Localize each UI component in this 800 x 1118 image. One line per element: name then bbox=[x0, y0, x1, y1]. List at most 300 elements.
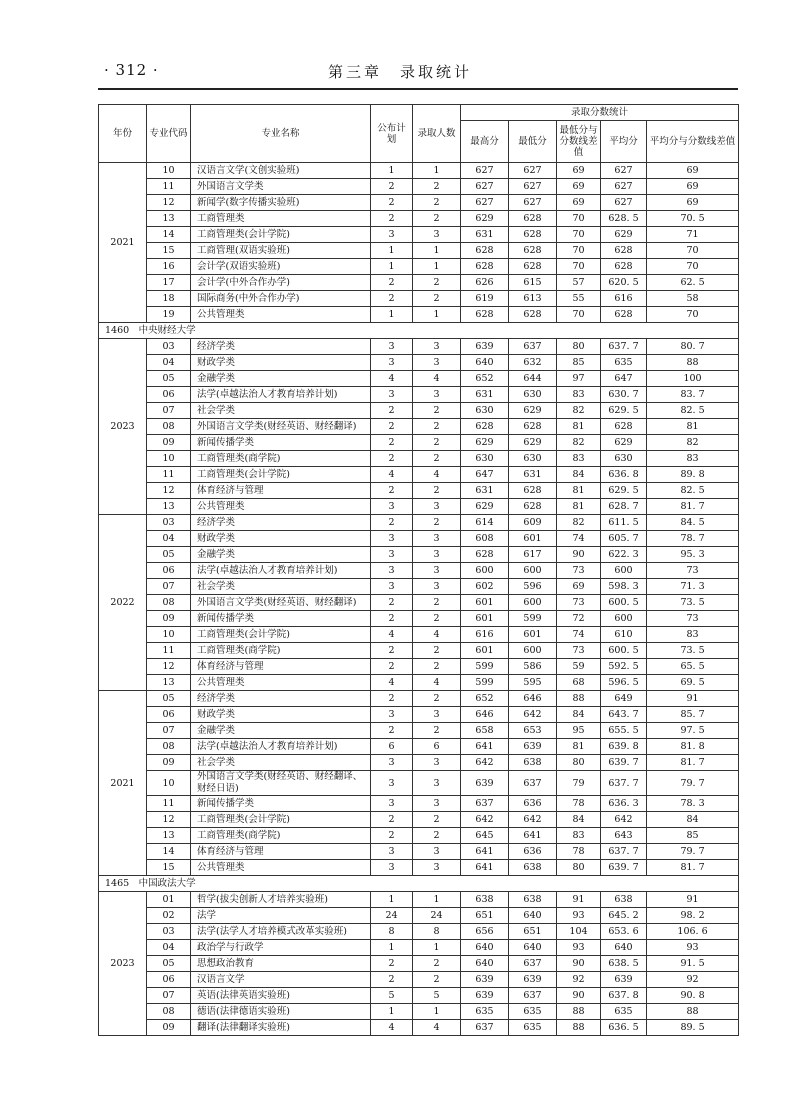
admit-cell: 3 bbox=[413, 796, 461, 812]
admit-cell: 8 bbox=[413, 924, 461, 940]
avg-diff-cell: 78. 3 bbox=[647, 796, 739, 812]
plan-cell: 1 bbox=[371, 307, 413, 323]
min-diff-cell: 55 bbox=[557, 291, 601, 307]
name-cell: 金融学类 bbox=[191, 723, 371, 739]
avg-cell: 653. 6 bbox=[601, 924, 647, 940]
admit-cell: 3 bbox=[413, 563, 461, 579]
plan-cell: 3 bbox=[371, 796, 413, 812]
max-cell: 642 bbox=[461, 812, 509, 828]
table-row bbox=[99, 643, 739, 659]
code-cell: 10 bbox=[147, 771, 191, 796]
code-cell: 10 bbox=[147, 163, 191, 179]
min-diff-cell: 81 bbox=[557, 739, 601, 755]
avg-diff-cell: 82 bbox=[647, 435, 739, 451]
code-cell: 03 bbox=[147, 924, 191, 940]
name-cell: 外国语言文学类(财经英语、财经翻译) bbox=[191, 419, 371, 435]
code-cell: 14 bbox=[147, 844, 191, 860]
admit-cell: 4 bbox=[413, 1020, 461, 1036]
avg-cell: 611. 5 bbox=[601, 515, 647, 531]
plan-cell: 2 bbox=[371, 691, 413, 707]
avg-diff-cell: 69 bbox=[647, 195, 739, 211]
table-row bbox=[99, 908, 739, 924]
min-diff-cell: 84 bbox=[557, 812, 601, 828]
avg-diff-cell: 89. 5 bbox=[647, 1020, 739, 1036]
code-cell: 09 bbox=[147, 435, 191, 451]
min-cell: 615 bbox=[509, 275, 557, 291]
avg-diff-cell: 88 bbox=[647, 1004, 739, 1020]
admit-cell: 2 bbox=[413, 956, 461, 972]
avg-diff-cell: 95. 3 bbox=[647, 547, 739, 563]
avg-diff-cell: 79. 7 bbox=[647, 771, 739, 796]
admit-cell: 2 bbox=[413, 211, 461, 227]
plan-cell: 3 bbox=[371, 531, 413, 547]
table-row bbox=[99, 707, 739, 723]
plan-cell: 2 bbox=[371, 595, 413, 611]
plan-cell: 2 bbox=[371, 483, 413, 499]
avg-diff-cell: 82. 5 bbox=[647, 403, 739, 419]
code-cell: 11 bbox=[147, 179, 191, 195]
name-cell: 外国语言文学类 bbox=[191, 179, 371, 195]
plan-cell: 1 bbox=[371, 163, 413, 179]
plan-cell: 2 bbox=[371, 723, 413, 739]
max-cell: 637 bbox=[461, 1020, 509, 1036]
max-cell: 639 bbox=[461, 339, 509, 355]
plan-cell: 2 bbox=[371, 179, 413, 195]
min-cell: 629 bbox=[509, 403, 557, 419]
col-code: 专业代码 bbox=[147, 105, 191, 163]
name-cell: 新闻传播学类 bbox=[191, 611, 371, 627]
avg-cell: 628 bbox=[601, 259, 647, 275]
table-row bbox=[99, 812, 739, 828]
min-cell: 641 bbox=[509, 828, 557, 844]
max-cell: 639 bbox=[461, 988, 509, 1004]
table-row bbox=[99, 844, 739, 860]
avg-cell: 610 bbox=[601, 627, 647, 643]
admit-cell: 2 bbox=[413, 403, 461, 419]
admission-table bbox=[98, 104, 739, 1036]
admit-cell: 2 bbox=[413, 812, 461, 828]
plan-cell: 1 bbox=[371, 243, 413, 259]
name-cell: 法学(卓越法治人才教育培养计划) bbox=[191, 387, 371, 403]
avg-cell: 642 bbox=[601, 812, 647, 828]
min-cell: 630 bbox=[509, 451, 557, 467]
code-cell: 12 bbox=[147, 195, 191, 211]
plan-cell: 1 bbox=[371, 1004, 413, 1020]
table-row bbox=[99, 1004, 739, 1020]
admit-cell: 4 bbox=[413, 371, 461, 387]
col-year: 年份 bbox=[99, 105, 147, 163]
name-cell: 工商管理类(会计学院) bbox=[191, 227, 371, 243]
avg-cell: 630 bbox=[601, 451, 647, 467]
min-diff-cell: 84 bbox=[557, 467, 601, 483]
table-body bbox=[99, 163, 739, 1036]
admit-cell: 3 bbox=[413, 339, 461, 355]
plan-cell: 2 bbox=[371, 956, 413, 972]
avg-diff-cell: 70 bbox=[647, 307, 739, 323]
name-cell: 社会学类 bbox=[191, 755, 371, 771]
admit-cell: 5 bbox=[413, 988, 461, 1004]
table-row bbox=[99, 771, 739, 796]
plan-cell: 6 bbox=[371, 739, 413, 755]
avg-cell: 636. 3 bbox=[601, 796, 647, 812]
table-row bbox=[99, 860, 739, 876]
admit-cell: 2 bbox=[413, 972, 461, 988]
min-cell: 640 bbox=[509, 908, 557, 924]
school-label: 1460 中央财经大学 bbox=[99, 323, 739, 339]
col-max: 最高分 bbox=[461, 121, 509, 163]
avg-diff-cell: 73 bbox=[647, 563, 739, 579]
avg-diff-cell: 82. 5 bbox=[647, 483, 739, 499]
col-plan: 公布计划 bbox=[371, 105, 413, 163]
admit-cell: 2 bbox=[413, 179, 461, 195]
avg-cell: 647 bbox=[601, 371, 647, 387]
min-cell: 627 bbox=[509, 179, 557, 195]
max-cell: 628 bbox=[461, 307, 509, 323]
avg-diff-cell: 80. 7 bbox=[647, 339, 739, 355]
max-cell: 641 bbox=[461, 844, 509, 860]
year-cell: 2023 bbox=[99, 339, 147, 515]
year-cell: 2021 bbox=[99, 691, 147, 876]
max-cell: 628 bbox=[461, 419, 509, 435]
plan-cell: 3 bbox=[371, 579, 413, 595]
max-cell: 627 bbox=[461, 195, 509, 211]
avg-cell: 592. 5 bbox=[601, 659, 647, 675]
min-diff-cell: 73 bbox=[557, 563, 601, 579]
max-cell: 601 bbox=[461, 611, 509, 627]
table-row bbox=[99, 739, 739, 755]
min-cell: 617 bbox=[509, 547, 557, 563]
name-cell: 财政学类 bbox=[191, 531, 371, 547]
plan-cell: 3 bbox=[371, 227, 413, 243]
plan-cell: 3 bbox=[371, 860, 413, 876]
min-diff-cell: 69 bbox=[557, 195, 601, 211]
code-cell: 01 bbox=[147, 892, 191, 908]
admit-cell: 2 bbox=[413, 291, 461, 307]
max-cell: 645 bbox=[461, 828, 509, 844]
avg-diff-cell: 93 bbox=[647, 940, 739, 956]
name-cell: 新闻学(数字传播实验班) bbox=[191, 195, 371, 211]
min-diff-cell: 90 bbox=[557, 547, 601, 563]
max-cell: 640 bbox=[461, 940, 509, 956]
admit-cell: 3 bbox=[413, 387, 461, 403]
avg-diff-cell: 100 bbox=[647, 371, 739, 387]
code-cell: 06 bbox=[147, 707, 191, 723]
min-cell: 637 bbox=[509, 339, 557, 355]
col-min-diff: 最低分与分数线差值 bbox=[557, 121, 601, 163]
min-cell: 630 bbox=[509, 387, 557, 403]
max-cell: 601 bbox=[461, 595, 509, 611]
table-row bbox=[99, 387, 739, 403]
min-diff-cell: 59 bbox=[557, 659, 601, 675]
admit-cell: 2 bbox=[413, 691, 461, 707]
name-cell: 外国语言文学类(财经英语、财经翻译、财经日语) bbox=[191, 771, 371, 796]
max-cell: 616 bbox=[461, 627, 509, 643]
page-number: · 312 · bbox=[104, 61, 159, 79]
plan-cell: 3 bbox=[371, 707, 413, 723]
table-row bbox=[99, 828, 739, 844]
avg-diff-cell: 81. 7 bbox=[647, 499, 739, 515]
min-cell: 628 bbox=[509, 419, 557, 435]
table-row bbox=[99, 451, 739, 467]
admit-cell: 3 bbox=[413, 547, 461, 563]
table-row bbox=[99, 1020, 739, 1036]
avg-cell: 637. 7 bbox=[601, 844, 647, 860]
plan-cell: 4 bbox=[371, 467, 413, 483]
chapter-title: 第三章 录取统计 bbox=[327, 63, 472, 81]
admit-cell: 4 bbox=[413, 675, 461, 691]
admit-cell: 2 bbox=[413, 659, 461, 675]
code-cell: 15 bbox=[147, 243, 191, 259]
avg-cell: 628 bbox=[601, 307, 647, 323]
name-cell: 会计学(中外合作办学) bbox=[191, 275, 371, 291]
avg-cell: 620. 5 bbox=[601, 275, 647, 291]
min-diff-cell: 88 bbox=[557, 691, 601, 707]
code-cell: 13 bbox=[147, 211, 191, 227]
avg-cell: 627 bbox=[601, 179, 647, 195]
plan-cell: 2 bbox=[371, 643, 413, 659]
avg-diff-cell: 69. 5 bbox=[647, 675, 739, 691]
min-diff-cell: 93 bbox=[557, 940, 601, 956]
min-cell: 640 bbox=[509, 940, 557, 956]
min-diff-cell: 92 bbox=[557, 972, 601, 988]
name-cell: 财政学类 bbox=[191, 707, 371, 723]
code-cell: 12 bbox=[147, 659, 191, 675]
max-cell: 638 bbox=[461, 892, 509, 908]
max-cell: 640 bbox=[461, 956, 509, 972]
code-cell: 13 bbox=[147, 828, 191, 844]
name-cell: 体育经济与管理 bbox=[191, 483, 371, 499]
avg-cell: 628 bbox=[601, 243, 647, 259]
name-cell: 法学 bbox=[191, 908, 371, 924]
table-row bbox=[99, 339, 739, 355]
admit-cell: 2 bbox=[413, 195, 461, 211]
code-cell: 06 bbox=[147, 563, 191, 579]
max-cell: 639 bbox=[461, 771, 509, 796]
avg-diff-cell: 84. 5 bbox=[647, 515, 739, 531]
min-cell: 628 bbox=[509, 483, 557, 499]
min-cell: 595 bbox=[509, 675, 557, 691]
min-cell: 600 bbox=[509, 595, 557, 611]
name-cell: 法学(卓越法治人才教育培养计划) bbox=[191, 563, 371, 579]
table-row bbox=[99, 691, 739, 707]
code-cell: 15 bbox=[147, 860, 191, 876]
name-cell: 工商管理(双语实验班) bbox=[191, 243, 371, 259]
min-cell: 637 bbox=[509, 956, 557, 972]
avg-diff-cell: 92 bbox=[647, 972, 739, 988]
name-cell: 新闻传播学类 bbox=[191, 796, 371, 812]
avg-diff-cell: 62. 5 bbox=[647, 275, 739, 291]
code-cell: 02 bbox=[147, 908, 191, 924]
max-cell: 652 bbox=[461, 691, 509, 707]
max-cell: 628 bbox=[461, 243, 509, 259]
max-cell: 637 bbox=[461, 796, 509, 812]
name-cell: 法学(卓越法治人才教育培养计划) bbox=[191, 739, 371, 755]
table-row bbox=[99, 563, 739, 579]
min-diff-cell: 90 bbox=[557, 956, 601, 972]
admit-cell: 1 bbox=[413, 892, 461, 908]
table-row bbox=[99, 307, 739, 323]
min-diff-cell: 79 bbox=[557, 771, 601, 796]
avg-diff-cell: 91 bbox=[647, 691, 739, 707]
code-cell: 06 bbox=[147, 387, 191, 403]
avg-diff-cell: 84 bbox=[647, 812, 739, 828]
max-cell: 631 bbox=[461, 387, 509, 403]
name-cell: 汉语言文学 bbox=[191, 972, 371, 988]
max-cell: 641 bbox=[461, 739, 509, 755]
code-cell: 12 bbox=[147, 483, 191, 499]
plan-cell: 2 bbox=[371, 659, 413, 675]
admit-cell: 1 bbox=[413, 163, 461, 179]
min-diff-cell: 84 bbox=[557, 707, 601, 723]
code-cell: 04 bbox=[147, 940, 191, 956]
avg-cell: 628. 5 bbox=[601, 211, 647, 227]
plan-cell: 2 bbox=[371, 403, 413, 419]
min-diff-cell: 70 bbox=[557, 211, 601, 227]
plan-cell: 4 bbox=[371, 371, 413, 387]
code-cell: 09 bbox=[147, 611, 191, 627]
min-diff-cell: 74 bbox=[557, 531, 601, 547]
admit-cell: 1 bbox=[413, 307, 461, 323]
avg-diff-cell: 88 bbox=[647, 355, 739, 371]
table-row bbox=[99, 531, 739, 547]
min-diff-cell: 82 bbox=[557, 435, 601, 451]
plan-cell: 3 bbox=[371, 387, 413, 403]
avg-cell: 600 bbox=[601, 563, 647, 579]
avg-diff-cell: 90. 8 bbox=[647, 988, 739, 1004]
avg-cell: 627 bbox=[601, 163, 647, 179]
min-cell: 628 bbox=[509, 307, 557, 323]
max-cell: 642 bbox=[461, 755, 509, 771]
max-cell: 629 bbox=[461, 499, 509, 515]
avg-diff-cell: 81 bbox=[647, 419, 739, 435]
code-cell: 12 bbox=[147, 812, 191, 828]
code-cell: 13 bbox=[147, 499, 191, 515]
plan-cell: 4 bbox=[371, 1020, 413, 1036]
min-diff-cell: 97 bbox=[557, 371, 601, 387]
admit-cell: 3 bbox=[413, 499, 461, 515]
avg-cell: 605. 7 bbox=[601, 531, 647, 547]
name-cell: 公共管理类 bbox=[191, 307, 371, 323]
avg-cell: 635 bbox=[601, 355, 647, 371]
admit-cell: 3 bbox=[413, 227, 461, 243]
max-cell: 635 bbox=[461, 1004, 509, 1020]
plan-cell: 2 bbox=[371, 435, 413, 451]
table-row bbox=[99, 579, 739, 595]
avg-cell: 635 bbox=[601, 1004, 647, 1020]
avg-cell: 649 bbox=[601, 691, 647, 707]
plan-cell: 3 bbox=[371, 844, 413, 860]
table-row bbox=[99, 403, 739, 419]
avg-diff-cell: 70 bbox=[647, 259, 739, 275]
min-cell: 613 bbox=[509, 291, 557, 307]
admit-cell: 3 bbox=[413, 771, 461, 796]
plan-cell: 2 bbox=[371, 275, 413, 291]
max-cell: 629 bbox=[461, 211, 509, 227]
avg-diff-cell: 70 bbox=[647, 243, 739, 259]
name-cell: 金融学类 bbox=[191, 371, 371, 387]
name-cell: 新闻传播学类 bbox=[191, 435, 371, 451]
plan-cell: 4 bbox=[371, 627, 413, 643]
code-cell: 13 bbox=[147, 675, 191, 691]
table-header bbox=[99, 105, 739, 163]
avg-cell: 645. 2 bbox=[601, 908, 647, 924]
max-cell: 631 bbox=[461, 227, 509, 243]
avg-diff-cell: 85. 7 bbox=[647, 707, 739, 723]
plan-cell: 5 bbox=[371, 988, 413, 1004]
code-cell: 08 bbox=[147, 419, 191, 435]
min-cell: 628 bbox=[509, 211, 557, 227]
avg-diff-cell: 69 bbox=[647, 179, 739, 195]
avg-diff-cell: 73. 5 bbox=[647, 595, 739, 611]
avg-diff-cell: 97. 5 bbox=[647, 723, 739, 739]
avg-cell: 628. 7 bbox=[601, 499, 647, 515]
avg-cell: 643. 7 bbox=[601, 707, 647, 723]
admit-cell: 2 bbox=[413, 595, 461, 611]
avg-cell: 622. 3 bbox=[601, 547, 647, 563]
avg-diff-cell: 81. 7 bbox=[647, 860, 739, 876]
max-cell: 628 bbox=[461, 259, 509, 275]
table-row bbox=[99, 659, 739, 675]
min-diff-cell: 91 bbox=[557, 892, 601, 908]
min-cell: 601 bbox=[509, 627, 557, 643]
table-row bbox=[99, 259, 739, 275]
min-diff-cell: 70 bbox=[557, 259, 601, 275]
col-stats-group: 录取分数统计 bbox=[461, 105, 739, 121]
min-diff-cell: 68 bbox=[557, 675, 601, 691]
plan-cell: 3 bbox=[371, 339, 413, 355]
min-cell: 627 bbox=[509, 195, 557, 211]
avg-diff-cell: 79. 7 bbox=[647, 844, 739, 860]
avg-diff-cell: 69 bbox=[647, 163, 739, 179]
table-row bbox=[99, 355, 739, 371]
admit-cell: 2 bbox=[413, 723, 461, 739]
table-row bbox=[99, 723, 739, 739]
avg-diff-cell: 78. 7 bbox=[647, 531, 739, 547]
avg-cell: 640 bbox=[601, 940, 647, 956]
min-diff-cell: 82 bbox=[557, 403, 601, 419]
admit-cell: 2 bbox=[413, 435, 461, 451]
min-cell: 586 bbox=[509, 659, 557, 675]
year-cell: 2023 bbox=[99, 892, 147, 1036]
min-diff-cell: 80 bbox=[557, 755, 601, 771]
avg-cell: 638. 5 bbox=[601, 956, 647, 972]
avg-diff-cell: 58 bbox=[647, 291, 739, 307]
min-diff-cell: 88 bbox=[557, 1020, 601, 1036]
max-cell: 656 bbox=[461, 924, 509, 940]
plan-cell: 2 bbox=[371, 515, 413, 531]
col-name: 专业名称 bbox=[191, 105, 371, 163]
name-cell: 汉语言文学(文创实验班) bbox=[191, 163, 371, 179]
avg-diff-cell: 81. 7 bbox=[647, 755, 739, 771]
code-cell: 18 bbox=[147, 291, 191, 307]
name-cell: 工商管理类(会计学院) bbox=[191, 812, 371, 828]
table-row bbox=[99, 956, 739, 972]
table-row bbox=[99, 195, 739, 211]
min-cell: 638 bbox=[509, 755, 557, 771]
avg-cell: 627 bbox=[601, 195, 647, 211]
name-cell: 英语(法律英语实验班) bbox=[191, 988, 371, 1004]
code-cell: 08 bbox=[147, 739, 191, 755]
table-row bbox=[99, 595, 739, 611]
min-cell: 642 bbox=[509, 812, 557, 828]
code-cell: 07 bbox=[147, 403, 191, 419]
code-cell: 08 bbox=[147, 1004, 191, 1020]
min-diff-cell: 72 bbox=[557, 611, 601, 627]
avg-cell: 600 bbox=[601, 611, 647, 627]
avg-diff-cell: 106. 6 bbox=[647, 924, 739, 940]
min-diff-cell: 90 bbox=[557, 988, 601, 1004]
table-row bbox=[99, 227, 739, 243]
